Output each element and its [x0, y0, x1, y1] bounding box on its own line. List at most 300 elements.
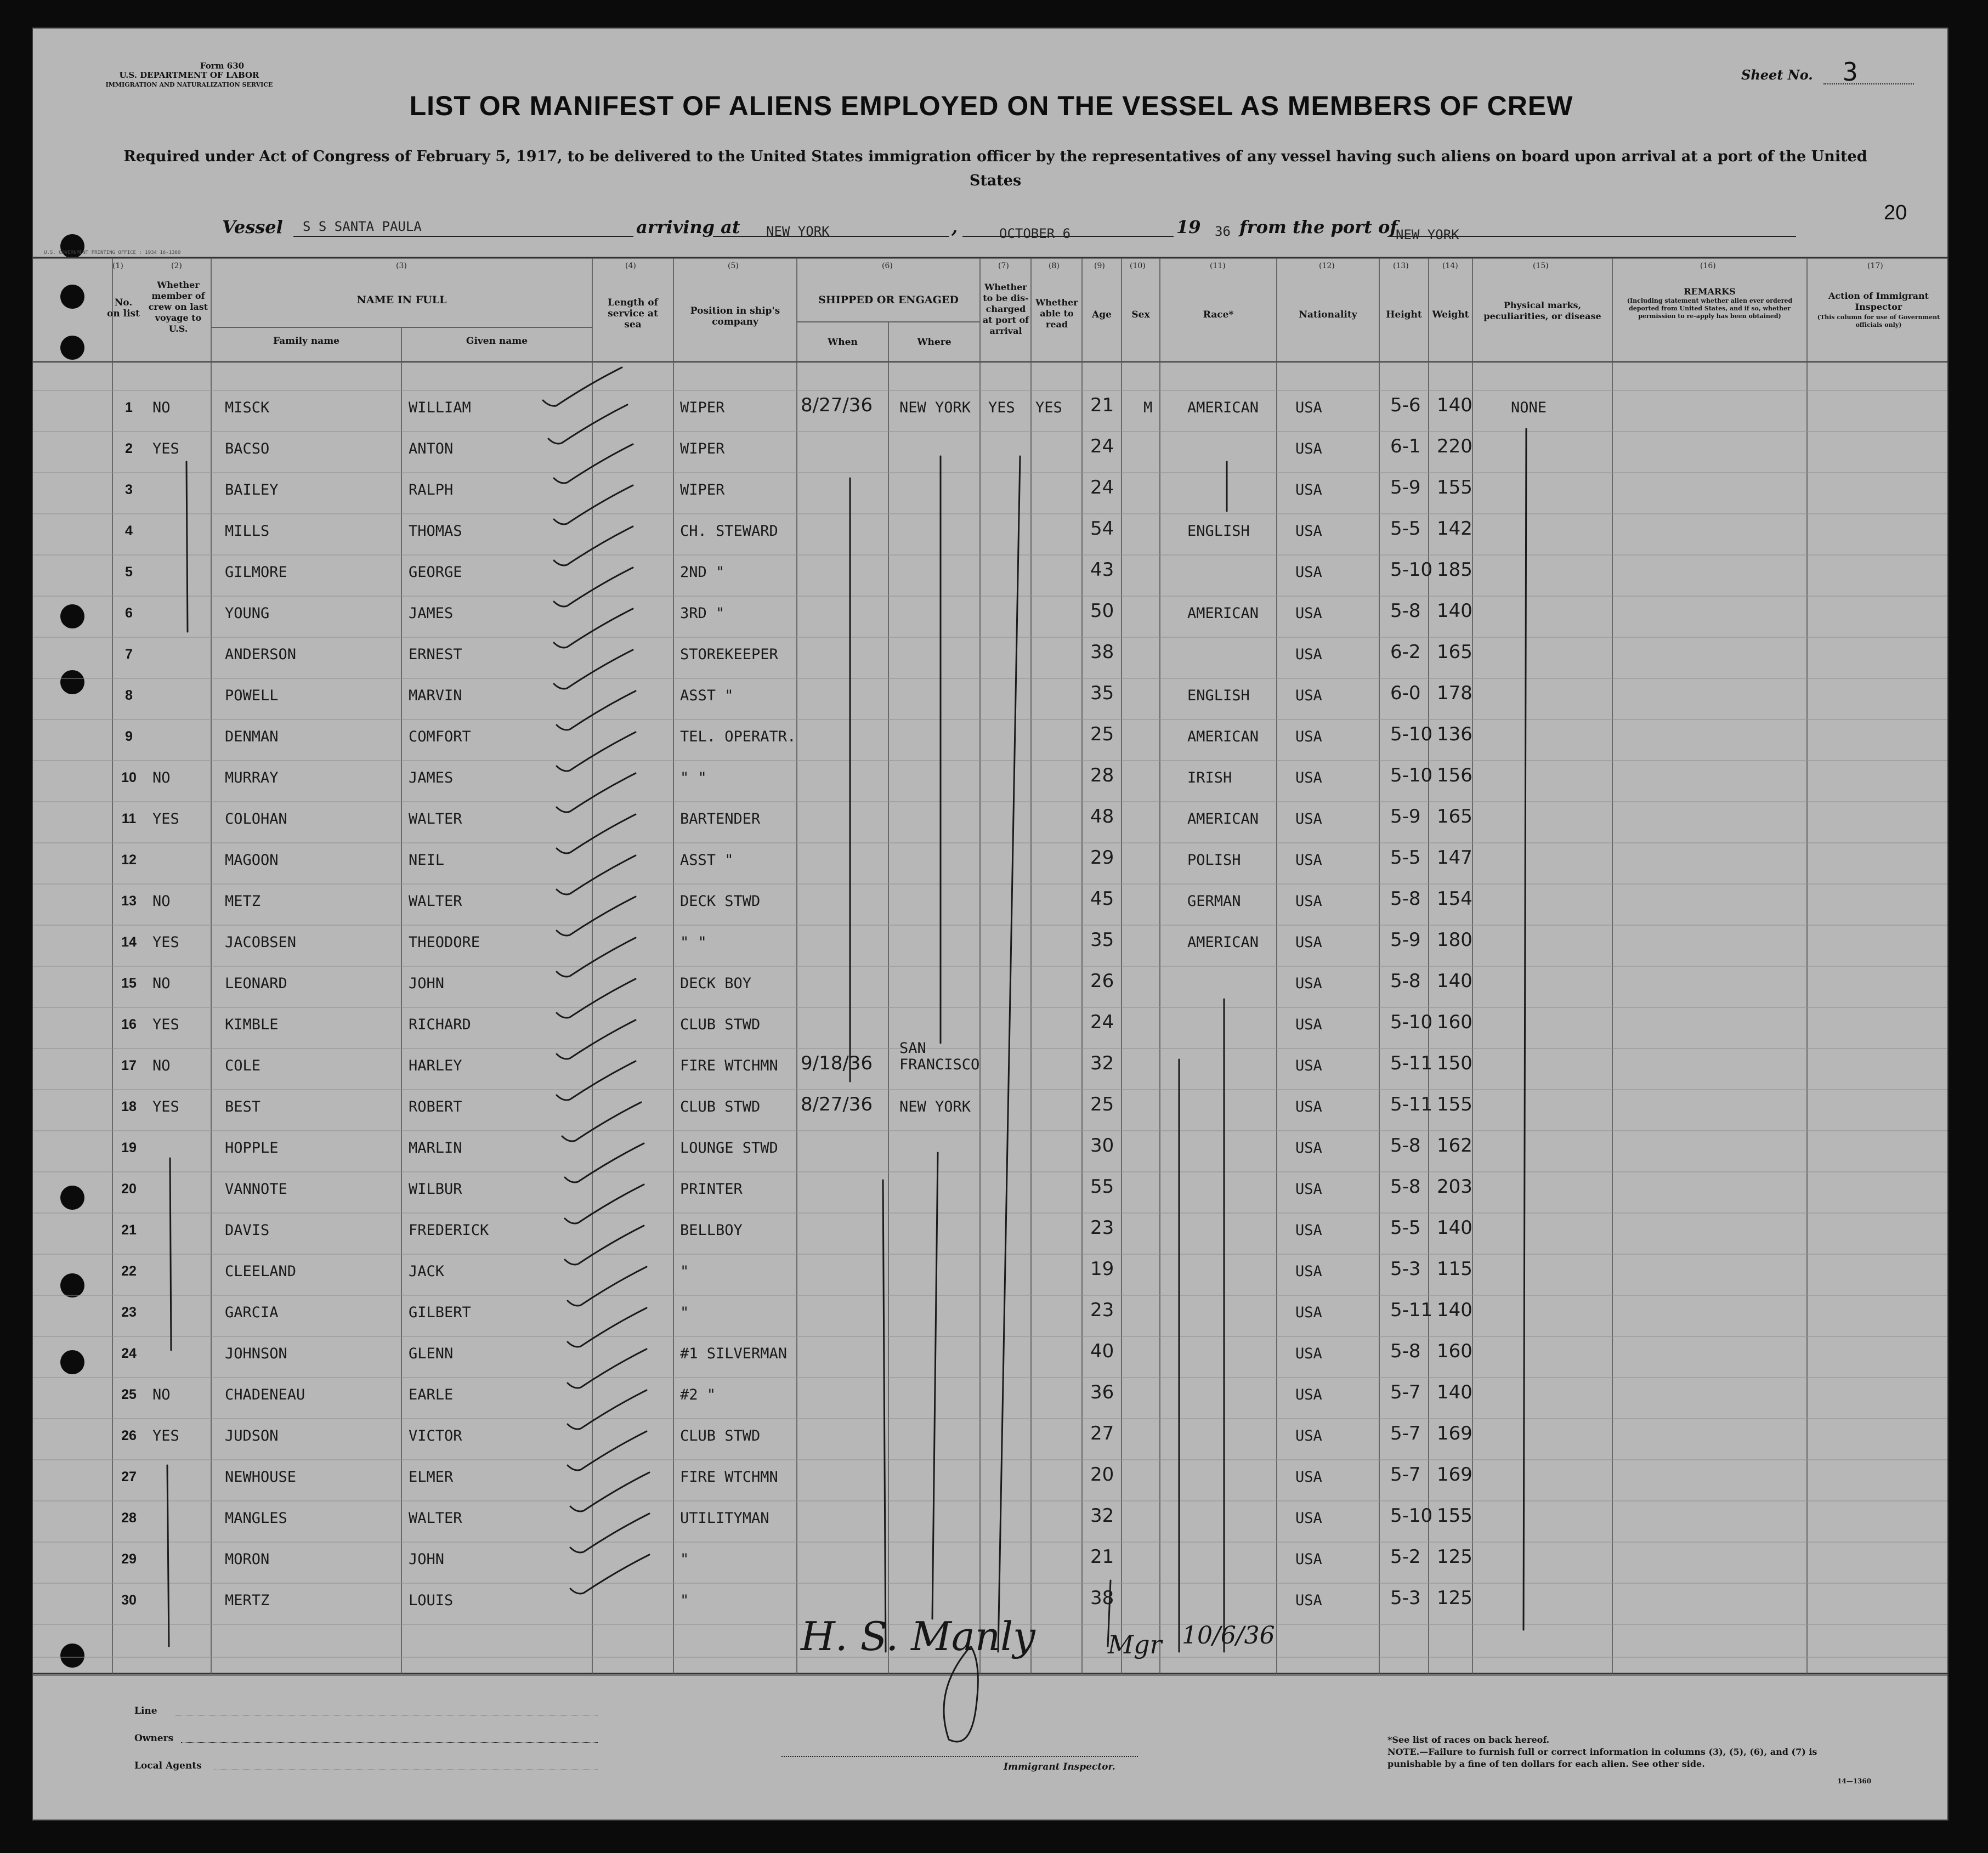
given-name-cell: JOHN [409, 975, 445, 992]
age-cell: 38 [1090, 1587, 1114, 1609]
nationality-cell: USA [1295, 1140, 1322, 1157]
sheet-label: Sheet No. [1741, 67, 1813, 83]
signature-date: 10/6/36 [1182, 1622, 1275, 1650]
col-num-13: (13) [1393, 262, 1409, 270]
family-name-cell: YOUNG [225, 605, 270, 622]
age-cell: 35 [1090, 682, 1114, 704]
weight-cell: 180 [1437, 929, 1472, 951]
row-number: 9 [125, 729, 133, 744]
height-cell: 6-2 [1390, 641, 1421, 663]
race-cell: POLISH [1187, 852, 1241, 869]
weight-cell: 178 [1437, 682, 1472, 704]
member-cell: YES [152, 1016, 179, 1033]
height-cell: 5-8 [1390, 1176, 1421, 1198]
height-cell: 5-10 [1390, 1011, 1433, 1033]
position-cell: " " [680, 769, 707, 786]
member-cell: YES [152, 811, 179, 828]
family-name-cell: MERTZ [225, 1592, 270, 1609]
weight-cell: 136 [1437, 723, 1472, 745]
weight-cell: 155 [1437, 1505, 1472, 1527]
header-no-on-list: No. on list [107, 297, 140, 319]
age-cell: 36 [1090, 1381, 1114, 1403]
family-name-cell: KIMBLE [225, 1016, 279, 1033]
arrival-date: OCTOBER 6 [999, 226, 1071, 241]
sex-cell: M [1143, 399, 1153, 416]
vessel-label: Vessel [222, 217, 283, 237]
member-cell: NO [152, 975, 171, 992]
position-cell: #1 SILVERMAN [680, 1345, 788, 1362]
position-cell: " [680, 1592, 689, 1609]
nationality-cell: USA [1295, 1098, 1322, 1115]
weight-cell: 203 [1437, 1176, 1472, 1198]
weight-cell: 220 [1437, 435, 1472, 457]
given-name-cell: WALTER [409, 811, 462, 828]
nationality-cell: USA [1295, 605, 1322, 622]
nationality-cell: USA [1295, 1386, 1322, 1403]
given-name-cell: GLENN [409, 1345, 454, 1362]
age-cell: 23 [1090, 1299, 1114, 1321]
member-cell: YES [152, 1427, 179, 1444]
age-cell: 32 [1090, 1052, 1114, 1074]
given-name-cell: WILLIAM [409, 399, 471, 416]
age-cell: 24 [1090, 1011, 1114, 1033]
height-cell: 5-9 [1390, 477, 1421, 498]
given-name-cell: NEIL [409, 852, 445, 869]
header-weight: Weight [1432, 309, 1469, 320]
position-cell: " [680, 1263, 689, 1280]
position-cell: WIPER [680, 440, 725, 457]
nationality-cell: USA [1295, 811, 1322, 828]
height-cell: 5-3 [1390, 1587, 1421, 1609]
nationality-cell: USA [1295, 728, 1322, 745]
race-cell: AMERICAN [1187, 399, 1259, 416]
col-num-6: (6) [882, 262, 893, 270]
printing-office-note: U.S. GOVERNMENT PRINTING OFFICE : 1934 16-1360 [44, 250, 181, 256]
height-cell: 6-1 [1390, 435, 1421, 457]
height-cell: 6-0 [1390, 682, 1421, 704]
position-cell: CLUB STWD [680, 1427, 761, 1444]
family-name-cell: COLE [225, 1057, 261, 1074]
given-name-cell: MARLIN [409, 1140, 462, 1157]
race-cell: ENGLISH [1187, 523, 1250, 540]
weight-cell: 125 [1437, 1587, 1472, 1609]
nationality-cell: USA [1295, 1551, 1322, 1568]
weight-cell: 142 [1437, 518, 1472, 540]
arriving-port: NEW YORK [766, 224, 830, 239]
inspector-signature-line [781, 1756, 1138, 1757]
weight-cell: 185 [1437, 559, 1472, 581]
member-cell: YES [152, 440, 179, 457]
family-name-cell: JACOBSEN [225, 934, 297, 951]
header-shipped-engaged: SHIPPED OR ENGAGED [818, 294, 959, 306]
row-number: 25 [121, 1387, 137, 1402]
signature-suffix: Mgr [1108, 1630, 1162, 1659]
col-num-11: (11) [1210, 262, 1226, 270]
height-cell: 5-10 [1390, 723, 1433, 745]
given-name-cell: VICTOR [409, 1427, 462, 1444]
footer-inspector-label: Immigrant Inspector. [1004, 1761, 1115, 1772]
comma-separator: , [951, 217, 958, 237]
nationality-cell: USA [1295, 975, 1322, 992]
weight-cell: 165 [1437, 641, 1472, 663]
family-name-cell: METZ [225, 893, 261, 910]
nationality-cell: USA [1295, 852, 1322, 869]
height-cell: 5-7 [1390, 1423, 1421, 1444]
family-name-cell: HOPPLE [225, 1140, 279, 1157]
position-cell: DECK STWD [680, 893, 761, 910]
nationality-cell: USA [1295, 1016, 1322, 1033]
height-cell: 5-2 [1390, 1546, 1421, 1568]
header-name-in-full: NAME IN FULL [356, 294, 447, 306]
age-cell: 21 [1090, 394, 1114, 416]
given-name-cell: EARLE [409, 1386, 454, 1403]
height-cell: 5-6 [1390, 394, 1421, 416]
family-name-cell: BEST [225, 1098, 261, 1115]
nationality-cell: USA [1295, 1181, 1322, 1198]
position-cell: CLUB STWD [680, 1016, 761, 1033]
footer-agents-label: Local Agents [134, 1760, 202, 1771]
family-name-cell: MORON [225, 1551, 270, 1568]
member-cell: NO [152, 399, 171, 416]
col-num-5: (5) [728, 262, 739, 270]
header-physical: Physical marks, peculiarities, or disease [1483, 300, 1601, 321]
header-where: Where [917, 337, 951, 348]
row-number: 27 [121, 1469, 137, 1484]
shipped-where-cell: SAN FRANCISCO [899, 1040, 980, 1073]
nationality-cell: USA [1295, 1345, 1322, 1362]
signature-name: H. S. Manly [801, 1613, 1035, 1659]
position-cell: CH. STEWARD [680, 523, 778, 540]
height-cell: 5-8 [1390, 888, 1421, 910]
weight-cell: 140 [1437, 1217, 1472, 1239]
position-cell: #2 " [680, 1386, 716, 1403]
nationality-cell: USA [1295, 523, 1322, 540]
form-subtitle: Required under Act of Congress of February 5, 1917, to be delivered to the United States immigration officer by the representatives of any vessel having such aliens on board upon arrival at a port of the United States [123, 148, 1867, 189]
family-name-cell: JUDSON [225, 1427, 279, 1444]
height-cell: 5-10 [1390, 1505, 1433, 1527]
nationality-cell: USA [1295, 934, 1322, 951]
manifest-sheet [32, 27, 1949, 1821]
weight-cell: 125 [1437, 1546, 1472, 1568]
nationality-cell: USA [1295, 1510, 1322, 1527]
row-number: 18 [121, 1099, 137, 1114]
row-number: 12 [121, 852, 137, 868]
member-cell: YES [152, 934, 179, 951]
nationality-cell: USA [1295, 1304, 1322, 1321]
age-cell: 19 [1090, 1258, 1114, 1280]
row-number: 5 [125, 564, 133, 580]
race-cell: AMERICAN [1187, 811, 1259, 828]
given-name-cell: JOHN [409, 1551, 445, 1568]
weight-cell: 169 [1437, 1464, 1472, 1486]
header-remarks-note: (Including statement whether alien ever ordered deported from United States, and if so, whether permission to re-apply has been obtained) [1627, 297, 1793, 320]
family-name-cell: DAVIS [225, 1222, 270, 1239]
age-cell: 26 [1090, 970, 1114, 992]
weight-cell: 147 [1437, 847, 1472, 869]
height-cell: 5-10 [1390, 764, 1433, 786]
height-cell: 5-3 [1390, 1258, 1421, 1280]
footer-line-label: Line [134, 1705, 157, 1716]
family-name-cell: MILLS [225, 523, 270, 540]
height-cell: 5-8 [1390, 600, 1421, 622]
discharged-cell: YES [988, 399, 1015, 416]
row-number: 1 [125, 400, 133, 415]
member-cell: NO [152, 1386, 171, 1403]
family-name-cell: BACSO [225, 440, 270, 457]
position-cell: TEL. OPERATR. [680, 728, 796, 745]
department-name: U.S. DEPARTMENT OF LABOR [119, 70, 259, 80]
age-cell: 48 [1090, 806, 1114, 828]
col-num-3: (3) [396, 262, 407, 270]
position-cell: " " [680, 934, 707, 951]
weight-cell: 162 [1437, 1135, 1472, 1157]
height-cell: 5-7 [1390, 1381, 1421, 1403]
from-port: NEW YORK [1396, 227, 1459, 242]
position-cell: ASST " [680, 687, 734, 704]
position-cell: WIPER [680, 481, 725, 498]
age-cell: 50 [1090, 600, 1114, 622]
row-number: 4 [125, 523, 133, 539]
header-able-read: Whether able to read [1035, 297, 1078, 330]
nationality-cell: USA [1295, 687, 1322, 704]
member-cell: NO [152, 1057, 171, 1074]
nationality-cell: USA [1295, 440, 1322, 457]
row-number: 24 [121, 1346, 137, 1361]
family-name-cell: COLOHAN [225, 811, 287, 828]
header-action: Action of Immigrant Inspector [1828, 291, 1929, 312]
age-cell: 30 [1090, 1135, 1114, 1157]
position-cell: STOREKEEPER [680, 646, 778, 663]
position-cell: PRINTER [680, 1181, 743, 1198]
row-number: 15 [121, 976, 137, 991]
weight-cell: 140 [1437, 970, 1472, 992]
row-number: 17 [121, 1058, 137, 1073]
age-cell: 29 [1090, 847, 1114, 869]
header-discharged: Whether to be dis-charged at port of arrival [982, 282, 1029, 336]
header-race: Race* [1203, 309, 1234, 320]
row-number: 30 [121, 1593, 137, 1608]
age-cell: 24 [1090, 435, 1114, 457]
given-name-cell: JAMES [409, 605, 454, 622]
nationality-cell: USA [1295, 1592, 1322, 1609]
position-cell: FIRE WTCHMN [680, 1469, 778, 1486]
race-cell: AMERICAN [1187, 934, 1259, 951]
row-number: 6 [125, 605, 133, 621]
age-cell: 32 [1090, 1505, 1114, 1527]
age-cell: 24 [1090, 477, 1114, 498]
row-number: 7 [125, 647, 133, 662]
family-name-cell: VANNOTE [225, 1181, 287, 1198]
given-name-cell: ERNEST [409, 646, 462, 663]
weight-cell: 156 [1437, 764, 1472, 786]
footer-owners-label: Owners [134, 1733, 174, 1744]
nationality-cell: USA [1295, 481, 1322, 498]
physical-marks-cell: NONE [1511, 399, 1547, 416]
nationality-cell: USA [1295, 399, 1322, 416]
row-number: 29 [121, 1551, 137, 1567]
header-age: Age [1092, 309, 1112, 320]
height-cell: 5-7 [1390, 1464, 1421, 1486]
col-num-15: (15) [1533, 262, 1549, 270]
position-cell: 2ND " [680, 564, 725, 581]
header-whether-member: Whether member of crew on last voyage to U.S. [148, 280, 208, 334]
family-name-cell: GILMORE [225, 564, 287, 581]
given-name-cell: FREDERICK [409, 1222, 489, 1239]
height-cell: 5-10 [1390, 559, 1433, 581]
given-name-cell: RALPH [409, 481, 454, 498]
family-name-cell: CHADENEAU [225, 1386, 305, 1403]
header-nationality: Nationality [1299, 309, 1357, 320]
nationality-cell: USA [1295, 1057, 1322, 1074]
footer-note: NOTE.—Failure to furnish full or correct information in columns (3), (5), (6), and (7) is punishable by a fine of ten dollars for each alien. See other side. [1387, 1747, 1817, 1769]
position-cell: ASST " [680, 852, 734, 869]
given-name-cell: THEODORE [409, 934, 480, 951]
row-number: 13 [121, 893, 137, 909]
given-name-cell: ELMER [409, 1469, 454, 1486]
race-cell: GERMAN [1187, 893, 1241, 910]
col-num-8: (8) [1049, 262, 1060, 270]
age-cell: 43 [1090, 559, 1114, 581]
weight-cell: 140 [1437, 600, 1472, 622]
shipped-when-cell: 8/27/36 [801, 394, 873, 416]
row-number: 22 [121, 1263, 137, 1279]
nationality-cell: USA [1295, 769, 1322, 786]
member-cell: NO [152, 893, 171, 910]
header-length-service: Length of service at sea [608, 297, 658, 330]
height-cell: 5-9 [1390, 929, 1421, 951]
position-cell: FIRE WTCHMN [680, 1057, 778, 1074]
row-number: 3 [125, 482, 133, 497]
given-name-cell: LOUIS [409, 1592, 454, 1609]
year-prefix: 19 [1176, 217, 1201, 237]
year-suffix: 36 [1215, 224, 1231, 239]
given-name-cell: JACK [409, 1263, 445, 1280]
nationality-cell: USA [1295, 564, 1322, 581]
height-cell: 5-8 [1390, 1340, 1421, 1362]
header-remarks: REMARKS [1684, 286, 1736, 297]
family-name-cell: MANGLES [225, 1510, 287, 1527]
footer-races-note: *See list of races on back hereof. [1387, 1735, 1550, 1745]
given-name-cell: WILBUR [409, 1181, 462, 1198]
nationality-cell: USA [1295, 893, 1322, 910]
header-family-name: Family name [273, 336, 340, 347]
col-num-17: (17) [1867, 262, 1883, 270]
weight-cell: 160 [1437, 1011, 1472, 1033]
nationality-cell: USA [1295, 1222, 1322, 1239]
given-name-cell: ROBERT [409, 1098, 462, 1115]
col-num-7: (7) [998, 262, 1009, 270]
weight-cell: 140 [1437, 1299, 1472, 1321]
from-port-label: from the port of [1239, 217, 1398, 237]
col-num-4: (4) [625, 262, 636, 270]
family-name-cell: MURRAY [225, 769, 279, 786]
row-number: 20 [121, 1181, 137, 1197]
given-name-cell: JAMES [409, 769, 454, 786]
form-title: LIST OR MANIFEST OF ALIENS EMPLOYED ON THE VESSEL AS MEMBERS OF CREW [409, 90, 1573, 121]
height-cell: 5-5 [1390, 518, 1421, 540]
position-cell: " [680, 1551, 689, 1568]
given-name-cell: RICHARD [409, 1016, 471, 1033]
header-sex: Sex [1131, 309, 1150, 320]
age-cell: 25 [1090, 1093, 1114, 1115]
position-cell: DECK BOY [680, 975, 752, 992]
row-number: 16 [121, 1017, 137, 1032]
position-cell: UTILITYMAN [680, 1510, 769, 1527]
race-cell: AMERICAN [1187, 728, 1259, 745]
race-cell: ENGLISH [1187, 687, 1250, 704]
row-number: 11 [121, 811, 137, 826]
family-name-cell: MAGOON [225, 852, 279, 869]
given-name-cell: WALTER [409, 1510, 462, 1527]
col-num-2: (2) [171, 262, 182, 270]
weight-cell: 140 [1437, 394, 1472, 416]
nationality-cell: USA [1295, 1469, 1322, 1486]
sheet-number: 3 [1843, 57, 1858, 87]
height-cell: 5-11 [1390, 1093, 1433, 1115]
col-num-9: (9) [1094, 262, 1105, 270]
age-cell: 38 [1090, 641, 1114, 663]
family-name-cell: POWELL [225, 687, 279, 704]
row-number: 14 [121, 934, 137, 950]
row-number: 26 [121, 1428, 137, 1443]
weight-cell: 115 [1437, 1258, 1472, 1280]
member-cell: NO [152, 769, 171, 786]
given-name-cell: COMFORT [409, 728, 471, 745]
weight-cell: 140 [1437, 1381, 1472, 1403]
weight-cell: 160 [1437, 1340, 1472, 1362]
family-name-cell: LEONARD [225, 975, 287, 992]
able-to-read-cell: YES [1035, 399, 1062, 416]
col-num-12: (12) [1319, 262, 1335, 270]
col-num-16: (16) [1700, 262, 1716, 270]
height-cell: 5-11 [1390, 1052, 1433, 1074]
weight-cell: 150 [1437, 1052, 1472, 1074]
page-number: 20 [1884, 201, 1907, 224]
weight-cell: 155 [1437, 1093, 1472, 1115]
age-cell: 21 [1090, 1546, 1114, 1568]
age-cell: 27 [1090, 1423, 1114, 1444]
nationality-cell: USA [1295, 1263, 1322, 1280]
shipped-where-cell: NEW YORK [899, 399, 971, 416]
form-number: Form 630 [200, 61, 245, 71]
age-cell: 55 [1090, 1176, 1114, 1198]
weight-cell: 154 [1437, 888, 1472, 910]
position-cell: 3RD " [680, 605, 725, 622]
footer-owners-fill [181, 1742, 598, 1743]
shipped-where-cell: NEW YORK [899, 1098, 971, 1115]
family-name-cell: GARCIA [225, 1304, 279, 1321]
row-number: 2 [125, 441, 133, 456]
age-cell: 45 [1090, 888, 1114, 910]
age-cell: 20 [1090, 1464, 1114, 1486]
age-cell: 54 [1090, 518, 1114, 540]
height-cell: 5-11 [1390, 1299, 1433, 1321]
col-num-10: (10) [1130, 262, 1146, 270]
header-given-name: Given name [466, 336, 528, 347]
position-cell: BARTENDER [680, 811, 761, 828]
row-number: 21 [121, 1222, 137, 1238]
age-cell: 28 [1090, 764, 1114, 786]
age-cell: 40 [1090, 1340, 1114, 1362]
shipped-when-cell: 9/18/36 [801, 1052, 873, 1074]
shipped-when-cell: 8/27/36 [801, 1093, 873, 1115]
family-name-cell: JOHNSON [225, 1345, 287, 1362]
row-number: 10 [121, 770, 137, 785]
row-number: 19 [121, 1140, 137, 1155]
given-name-cell: GEORGE [409, 564, 462, 581]
given-name-cell: WALTER [409, 893, 462, 910]
position-cell: LOUNGE STWD [680, 1140, 778, 1157]
